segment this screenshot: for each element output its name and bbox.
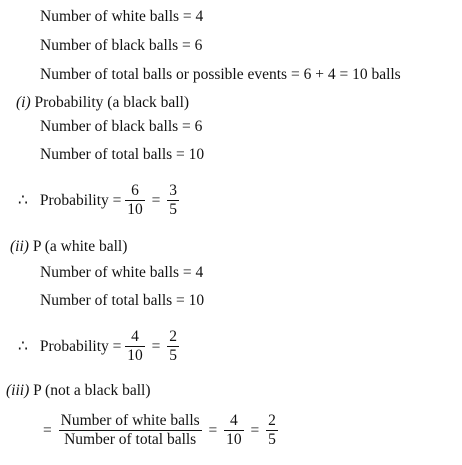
part2-title: P (a white ball) — [32, 238, 128, 255]
fraction-denominator: 5 — [169, 201, 178, 218]
fraction-2-5 — [266, 412, 278, 449]
part1-label: (i) — [16, 94, 31, 111]
part3-label: (iii) — [6, 382, 30, 399]
fraction-6-10 — [125, 182, 145, 219]
therefore-symbol: ∴ — [18, 338, 28, 355]
given-total-line: Number of total balls or possible events = 6 + 4 = 10 balls — [40, 66, 401, 83]
part1-title: Probability (a black ball) — [34, 94, 190, 111]
part2-label: (ii) — [10, 238, 29, 255]
fraction-denominator: 10 — [127, 201, 143, 218]
therefore-symbol: ∴ — [18, 192, 28, 209]
part1-probability-expression — [18, 182, 179, 219]
equals-sign: = — [250, 421, 260, 439]
fraction-4-10 — [125, 328, 145, 365]
fraction-numerator: 2 — [268, 412, 276, 429]
given-black-line: Number of black balls = 6 — [40, 37, 203, 54]
fraction-denominator: Number of total balls — [64, 431, 197, 448]
part1-heading — [16, 94, 189, 112]
fraction-numerator: 4 — [125, 328, 145, 347]
part3-title: P (not a black ball) — [33, 382, 151, 399]
fraction-2-5 — [167, 328, 179, 365]
fraction-3-5 — [167, 182, 179, 219]
part2-line2: Number of total balls = 10 — [40, 292, 205, 309]
fraction-denominator: 10 — [226, 431, 242, 448]
equals-sign: = — [151, 191, 161, 209]
fraction-denominator: 5 — [268, 431, 276, 448]
fraction-words — [59, 412, 202, 449]
fraction-denominator: 10 — [127, 347, 143, 364]
part3-probability-expression — [40, 412, 278, 449]
equals-sign: = — [151, 337, 161, 355]
part2-heading — [10, 238, 127, 256]
equals-sign: = — [208, 421, 218, 439]
probability-label: Probability = — [39, 191, 122, 209]
fraction-numerator: 4 — [224, 412, 244, 431]
fraction-numerator: 6 — [125, 182, 145, 201]
equals-sign: = — [43, 421, 52, 439]
fraction-4-10 — [224, 412, 244, 449]
probability-label: Probability = — [39, 337, 122, 355]
fraction-numerator: Number of white balls — [60, 412, 200, 429]
part2-probability-expression — [18, 328, 179, 365]
part1-line2: Number of total balls = 10 — [40, 146, 205, 163]
fraction-denominator: 5 — [169, 347, 178, 364]
part2-line1: Number of white balls = 4 — [40, 264, 204, 281]
fraction-numerator: 2 — [169, 328, 178, 345]
part1-line1: Number of black balls = 6 — [40, 118, 203, 135]
given-white-line: Number of white balls = 4 — [40, 8, 204, 25]
part3-heading — [6, 382, 151, 400]
fraction-numerator: 3 — [169, 182, 178, 199]
